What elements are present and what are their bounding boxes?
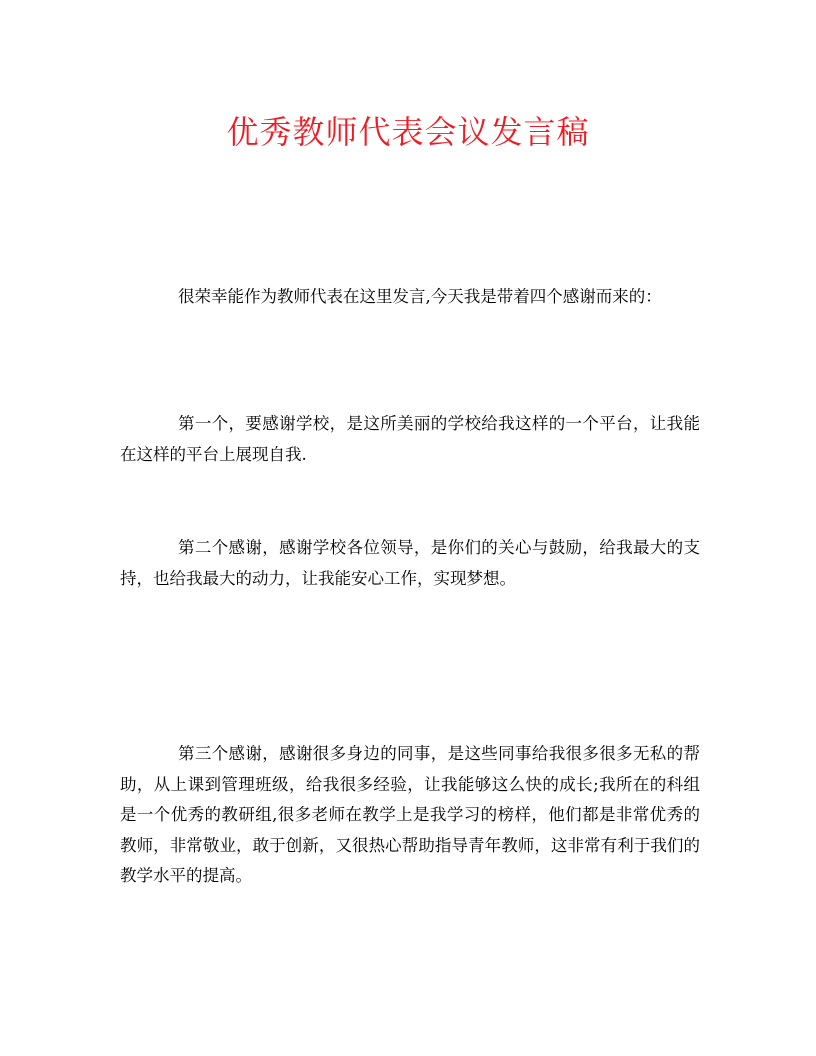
paragraph-intro: 很荣幸能作为教师代表在这里发言,今天我是带着四个感谢而来的：: [178, 287, 662, 306]
paragraph-thanks-school: 第一个，要感谢学校，是这所美丽的学校给我这样的一个平台，让我能在这样的平台上展现自我.: [120, 414, 700, 464]
document-title: 优秀教师代表会议发言稿: [226, 113, 590, 151]
paragraph-thanks-leaders: 第二个感谢，感谢学校各位领导，是你们的关心与鼓励，给我最大的支持，也给我最大的动力，让我能安心工作，实现梦想。: [120, 538, 700, 588]
paragraph-thanks-colleagues: 第三个感谢，感谢很多身边的同事，是这些同事给我很多很多无私的帮助，从上课到管理班级，给我很多经验，让我能够这么快的成长;我所在的科组是一个优秀的教研组,很多老师在教学上是我学习的榜样，他们都是非常优秀的教师，非常敬业，敢于创新，又很热心帮助指导青年教师，这非常有利于我们的教学水平的提高。: [120, 744, 700, 885]
